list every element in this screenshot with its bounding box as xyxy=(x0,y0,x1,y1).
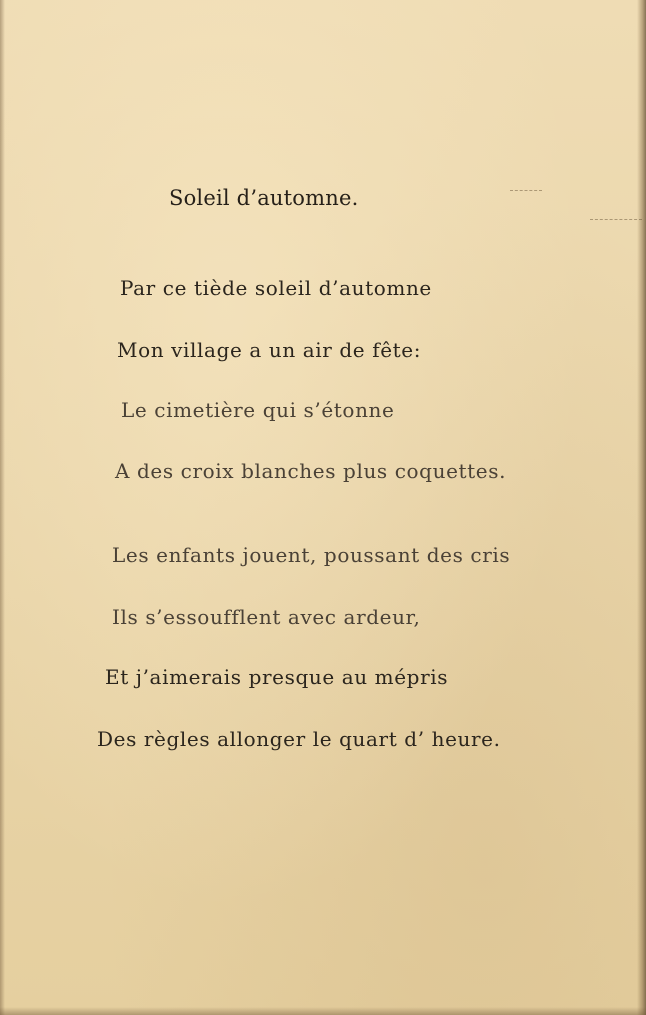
margin-mark xyxy=(510,190,542,192)
stanza1-line4: A des croix blanches plus coquettes. xyxy=(115,459,507,483)
stanza1-line2: Mon village a un air de fête: xyxy=(117,338,422,362)
stanza1-line1: Par ce tiède soleil d’automne xyxy=(120,276,432,300)
page-left-edge-shadow xyxy=(0,0,5,1015)
stanza2-line1: Les enfants jouent, poussant des cris xyxy=(112,543,511,567)
poem-title: Soleil d’automne. xyxy=(169,186,359,210)
stanza2-line3: Et j’aimerais presque au mépris xyxy=(105,665,449,689)
stanza2-line2: Ils s’essoufflent avec ardeur, xyxy=(112,605,421,629)
page-right-edge-shadow xyxy=(637,0,646,1015)
stanza2-line4: Des règles allonger le quart d’ heure. xyxy=(97,727,501,751)
page-bottom-edge-shadow xyxy=(0,1007,646,1015)
stanza1-line3: Le cimetière qui s’étonne xyxy=(121,398,395,422)
margin-mark xyxy=(590,219,642,221)
